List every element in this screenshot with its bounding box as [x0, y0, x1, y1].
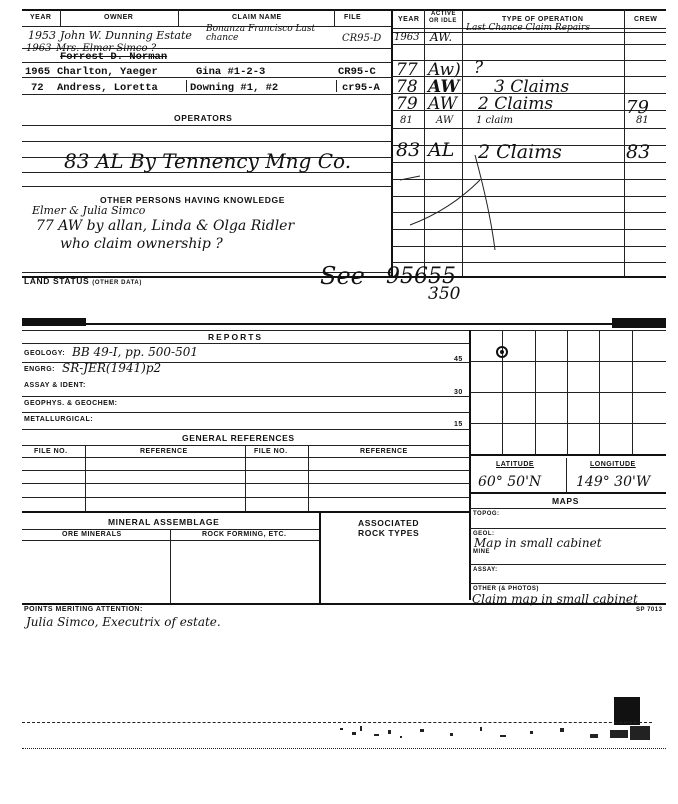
- ref-reference-2: REFERENCE: [360, 448, 408, 455]
- latitude-value: 60° 50'N: [478, 474, 542, 490]
- op-status-77: Aw): [428, 60, 461, 80]
- op-year-77: 77: [396, 60, 418, 80]
- owner-year-1953: 1953: [28, 29, 56, 42]
- geophys-label: GEOPHYS. & GEOCHEM:: [24, 400, 118, 407]
- ref-file-no: FILE NO.: [34, 448, 68, 455]
- header-type-of-operation: TYPE OF OPERATION: [502, 16, 584, 23]
- maps-other-value: Claim map in small cabinet: [472, 592, 638, 606]
- associated-label: ASSOCIATED: [358, 518, 420, 528]
- knowledge-label: OTHER PERSONS HAVING KNOWLEDGE: [100, 195, 286, 205]
- owner-simco: Mrs. Elmer Simco ?: [56, 43, 157, 54]
- latitude-label: LATITUDE: [496, 461, 535, 468]
- form-number: SP 7013: [636, 607, 663, 613]
- geology-label: GEOLOGY:: [24, 350, 66, 357]
- maps-geol: GEOL:: [473, 531, 495, 537]
- assay-label: ASSAY & IDENT:: [24, 382, 86, 389]
- ref-reference: REFERENCE: [140, 448, 188, 455]
- longitude-value: 149° 30'W: [576, 474, 651, 490]
- op-year-78: 78: [396, 77, 418, 97]
- file-cr95-d: CR95-D: [342, 33, 382, 44]
- longitude-label: LONGITUDE: [590, 461, 636, 468]
- rock-types-label: ROCK TYPES: [358, 528, 420, 538]
- engrg-label: ENGRG:: [24, 366, 55, 373]
- ref-file-no-2: FILE NO.: [254, 448, 288, 455]
- header-active: ACTIVE: [431, 11, 457, 17]
- op-type-81: 1 claim: [476, 115, 513, 126]
- op-status-81: AW: [436, 115, 454, 126]
- knowledge-line-2: 77 AW by allan, Linda & Olga Ridler: [36, 218, 295, 234]
- header-year: YEAR: [30, 14, 52, 21]
- op-status-79: AW: [428, 94, 458, 114]
- op-type-77: ?: [474, 58, 484, 78]
- ore-minerals-label: ORE MINERALS: [62, 531, 122, 538]
- num-45: 45: [454, 356, 463, 363]
- land-status-num1: 95655: [386, 264, 456, 289]
- op-year-83: 83: [396, 139, 421, 161]
- maps-other: OTHER (& PHOTOS): [473, 586, 539, 592]
- location-marker-icon: [495, 345, 509, 359]
- op-type-78: 3 Claims: [494, 77, 570, 97]
- file-cr95-c: CR95-C: [338, 66, 376, 78]
- points-value: Julia Simco, Executrix of estate.: [26, 615, 221, 629]
- reports-title: REPORTS: [208, 332, 264, 342]
- operators-label: OPERATORS: [174, 113, 233, 123]
- owner-norman-struck: Forrest D. Norman: [60, 51, 168, 63]
- rock-forming-label: ROCK FORMING, ETC.: [202, 531, 287, 538]
- general-references-title: GENERAL REFERENCES: [182, 433, 295, 443]
- op-crew-79: 79: [626, 97, 649, 118]
- header-claim-name: CLAIM NAME: [232, 14, 282, 21]
- header-or-idle: OR IDLE: [429, 18, 457, 24]
- op-status-83: AL: [428, 139, 455, 161]
- header-file: FILE: [344, 14, 362, 21]
- scribble-lines: [380, 150, 510, 260]
- owner-andress: Andress, Loretta: [57, 82, 158, 94]
- claim-dunning: Bonanza Francisco Last chance: [206, 24, 316, 43]
- owner-charlton: Charlton, Yaeger: [57, 66, 158, 78]
- land-status-label: LAND STATUS (OTHER DATA): [24, 276, 142, 286]
- file-cr95-a: cr95-A: [342, 82, 380, 94]
- header-year2: YEAR: [398, 16, 420, 23]
- mineral-assemblage-title: MINERAL ASSEMBLAGE: [108, 517, 220, 527]
- op-type-79: 2 Claims: [478, 94, 554, 114]
- operators-entry: 83 AL By Tennency Mng Co.: [64, 149, 352, 173]
- owner-year-72: 72: [31, 82, 44, 94]
- knowledge-line-1: Elmer & Julia Simco: [32, 204, 146, 217]
- owner-year-1965: 1965: [25, 66, 51, 78]
- maps-assay: ASSAY:: [473, 567, 498, 573]
- knowledge-line-3: who claim ownership ?: [60, 236, 223, 252]
- header-owner: OWNER: [104, 14, 134, 21]
- op-status-78: AW: [428, 77, 460, 97]
- op-type-1963: Last Chance Claim Repairs: [466, 23, 590, 33]
- points-label: POINTS MERITING ATTENTION:: [24, 606, 143, 613]
- op-status-1963: AW.: [430, 30, 453, 44]
- maps-title: MAPS: [552, 496, 579, 506]
- num-15: 15: [454, 421, 463, 428]
- owner-year-1963: 1963: [26, 43, 52, 54]
- op-crew-81: 81: [636, 115, 649, 126]
- op-crew-83: 83: [626, 141, 651, 163]
- maps-topog: TOPOG:: [473, 511, 500, 517]
- num-30: 30: [454, 389, 463, 396]
- op-year-79: 79: [396, 94, 418, 114]
- land-status-num2: 350: [428, 284, 461, 304]
- engrg-value: SR-JER(1941)p2: [62, 361, 162, 375]
- owner-dunning-estate: John W. Dunning Estate: [60, 29, 192, 42]
- op-year-1963: 1963: [394, 32, 420, 43]
- scan-noise: [330, 724, 670, 754]
- claim-downing: Downing #1, #2: [190, 82, 279, 94]
- claim-gina: Gina #1-2-3: [196, 66, 266, 78]
- metallurgical-label: METALLURGICAL:: [24, 416, 94, 423]
- header-crew: CREW: [634, 16, 658, 23]
- maps-mine: MINE: [473, 549, 490, 555]
- maps-geol-value: Map in small cabinet: [474, 536, 602, 550]
- geology-value: BB 49-I, pp. 500-501: [72, 345, 198, 359]
- op-type-83: 2 Claims: [478, 141, 562, 163]
- op-year-81: 81: [400, 115, 413, 126]
- land-status-see: See: [320, 262, 365, 290]
